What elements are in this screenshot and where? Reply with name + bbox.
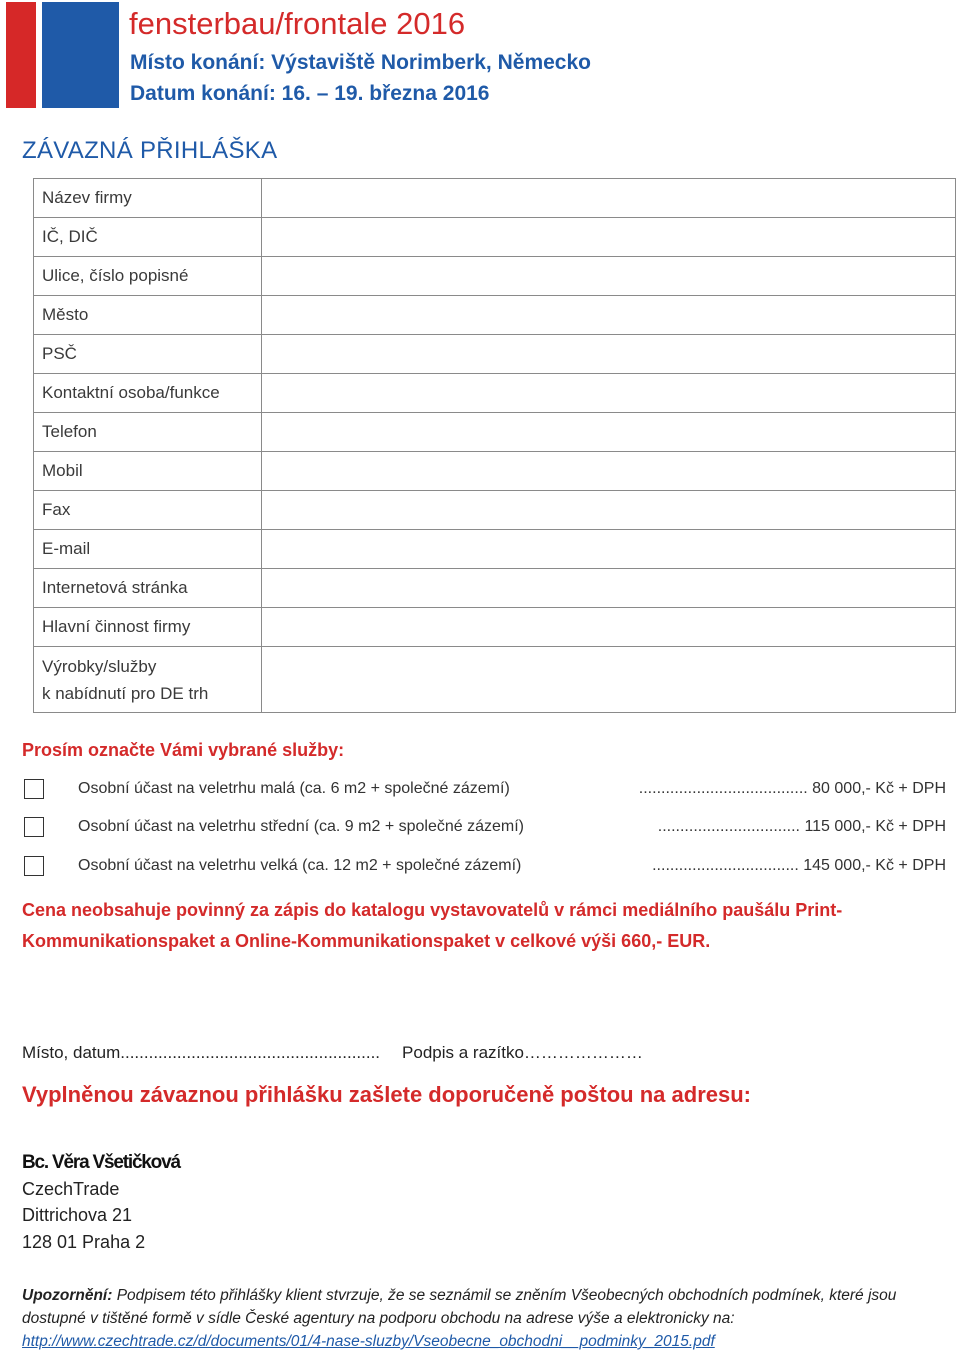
contact-name: Bc. Věra Všetičková bbox=[22, 1152, 180, 1173]
terms-link[interactable]: http://www.czechtrade.cz/d/documents/01/4-nase-sluzby/Vseobecne_obchodni__podminky_2015.pdf bbox=[22, 1333, 715, 1350]
service-price: ...................................... 80 000,- Kč + DPH bbox=[638, 780, 946, 797]
price-notice: Cena neobsahuje povinný za zápis do katalogu vystavovatelů v rámci mediálního paušálu Print-Kommunikationspaket a Online-Kommunikationspaket v celkové výši 660,- EUR. bbox=[22, 900, 843, 951]
table-row bbox=[34, 335, 956, 374]
service-desc: Osobní účast na veletrhu střední (ca. 9 m2 + společné zázemí) bbox=[78, 818, 524, 835]
field-label: Mobil bbox=[34, 452, 262, 491]
field-label: PSČ bbox=[34, 335, 262, 374]
products-field[interactable] bbox=[262, 647, 956, 713]
table-row bbox=[34, 413, 956, 452]
field-label: IČ, DIČ bbox=[34, 218, 262, 257]
zip-field[interactable] bbox=[262, 335, 956, 374]
service-option-small bbox=[24, 778, 946, 804]
terms-text: Podpisem této přihlášky klient stvrzuje, že se seznámil se zněním Všeobecných obchodních podmínek, které jsou dostupné v tištěné formě v sídle České agentury na podporu obchodu na adrese výše a elektronicky na: bbox=[22, 1287, 897, 1327]
main-activity-field[interactable] bbox=[262, 608, 956, 647]
send-heading: Vyplněnou závaznou přihlášku zašlete doporučeně poštou na adresu: bbox=[22, 1082, 751, 1107]
table-row bbox=[34, 569, 956, 608]
table-row bbox=[34, 374, 956, 413]
signature-line bbox=[22, 1043, 643, 1063]
phone-field[interactable] bbox=[262, 413, 956, 452]
field-label: Kontaktní osoba/funkce bbox=[34, 374, 262, 413]
service-price: ................................ 115 000,- Kč + DPH bbox=[657, 818, 946, 835]
table-row bbox=[34, 530, 956, 569]
event-date: Datum konání: 16. – 19. března 2016 bbox=[130, 82, 490, 105]
field-label bbox=[34, 647, 262, 713]
website-field[interactable] bbox=[262, 569, 956, 608]
sign-stamp: Podpis a razítko………………… bbox=[402, 1043, 643, 1062]
service-desc: Osobní účast na veletrhu malá (ca. 6 m2 + společné zázemí) bbox=[78, 780, 510, 797]
field-label: Ulice, číslo popisné bbox=[34, 257, 262, 296]
logo-flag bbox=[6, 2, 119, 108]
event-location: Místo konání: Výstaviště Norimberk, Německo bbox=[130, 51, 591, 74]
table-row bbox=[34, 257, 956, 296]
event-title: fensterbau/frontale 2016 bbox=[129, 6, 466, 41]
table-row bbox=[34, 296, 956, 335]
table-row bbox=[34, 608, 956, 647]
registration-table bbox=[33, 178, 956, 713]
services-heading: Prosím označte Vámi vybrané služby: bbox=[22, 740, 345, 760]
field-label: Hlavní činnost firmy bbox=[34, 608, 262, 647]
mobile-field[interactable] bbox=[262, 452, 956, 491]
table-row bbox=[34, 179, 956, 218]
products-label-line2: k nabídnutí pro DE trh bbox=[42, 683, 209, 703]
field-label: Město bbox=[34, 296, 262, 335]
contact-street: Dittrichova 21 bbox=[22, 1205, 133, 1225]
company-name-field[interactable] bbox=[262, 179, 956, 218]
ico-dic-field[interactable] bbox=[262, 218, 956, 257]
field-label: Název firmy bbox=[34, 179, 262, 218]
terms-label: Upozornění: bbox=[22, 1287, 113, 1304]
place-date: Místo, datum....................................................... bbox=[22, 1043, 381, 1062]
contact-city: 128 01 Praha 2 bbox=[22, 1232, 146, 1252]
service-option-large bbox=[24, 855, 946, 881]
field-label: Internetová stránka bbox=[34, 569, 262, 608]
field-label: Fax bbox=[34, 491, 262, 530]
table-row bbox=[34, 218, 956, 257]
table-row bbox=[34, 452, 956, 491]
field-label: E-mail bbox=[34, 530, 262, 569]
contact-company: CzechTrade bbox=[22, 1179, 120, 1199]
products-label-line1: Výrobky/služby bbox=[42, 656, 157, 676]
checkbox-small[interactable] bbox=[24, 779, 44, 799]
contact-person-field[interactable] bbox=[262, 374, 956, 413]
street-field[interactable] bbox=[262, 257, 956, 296]
service-price: ................................. 145 000,- Kč + DPH bbox=[652, 857, 946, 874]
checkbox-medium[interactable] bbox=[24, 817, 44, 837]
form-title: ZÁVAZNÁ PŘIHLÁŠKA bbox=[22, 137, 278, 164]
checkbox-large[interactable] bbox=[24, 856, 44, 876]
field-label: Telefon bbox=[34, 413, 262, 452]
table-row bbox=[34, 647, 956, 713]
table-row bbox=[34, 491, 956, 530]
terms-notice bbox=[22, 1284, 942, 1353]
email-field[interactable] bbox=[262, 530, 956, 569]
service-option-medium bbox=[24, 816, 946, 842]
service-desc: Osobní účast na veletrhu velká (ca. 12 m2 + společné zázemí) bbox=[78, 857, 522, 874]
fax-field[interactable] bbox=[262, 491, 956, 530]
city-field[interactable] bbox=[262, 296, 956, 335]
